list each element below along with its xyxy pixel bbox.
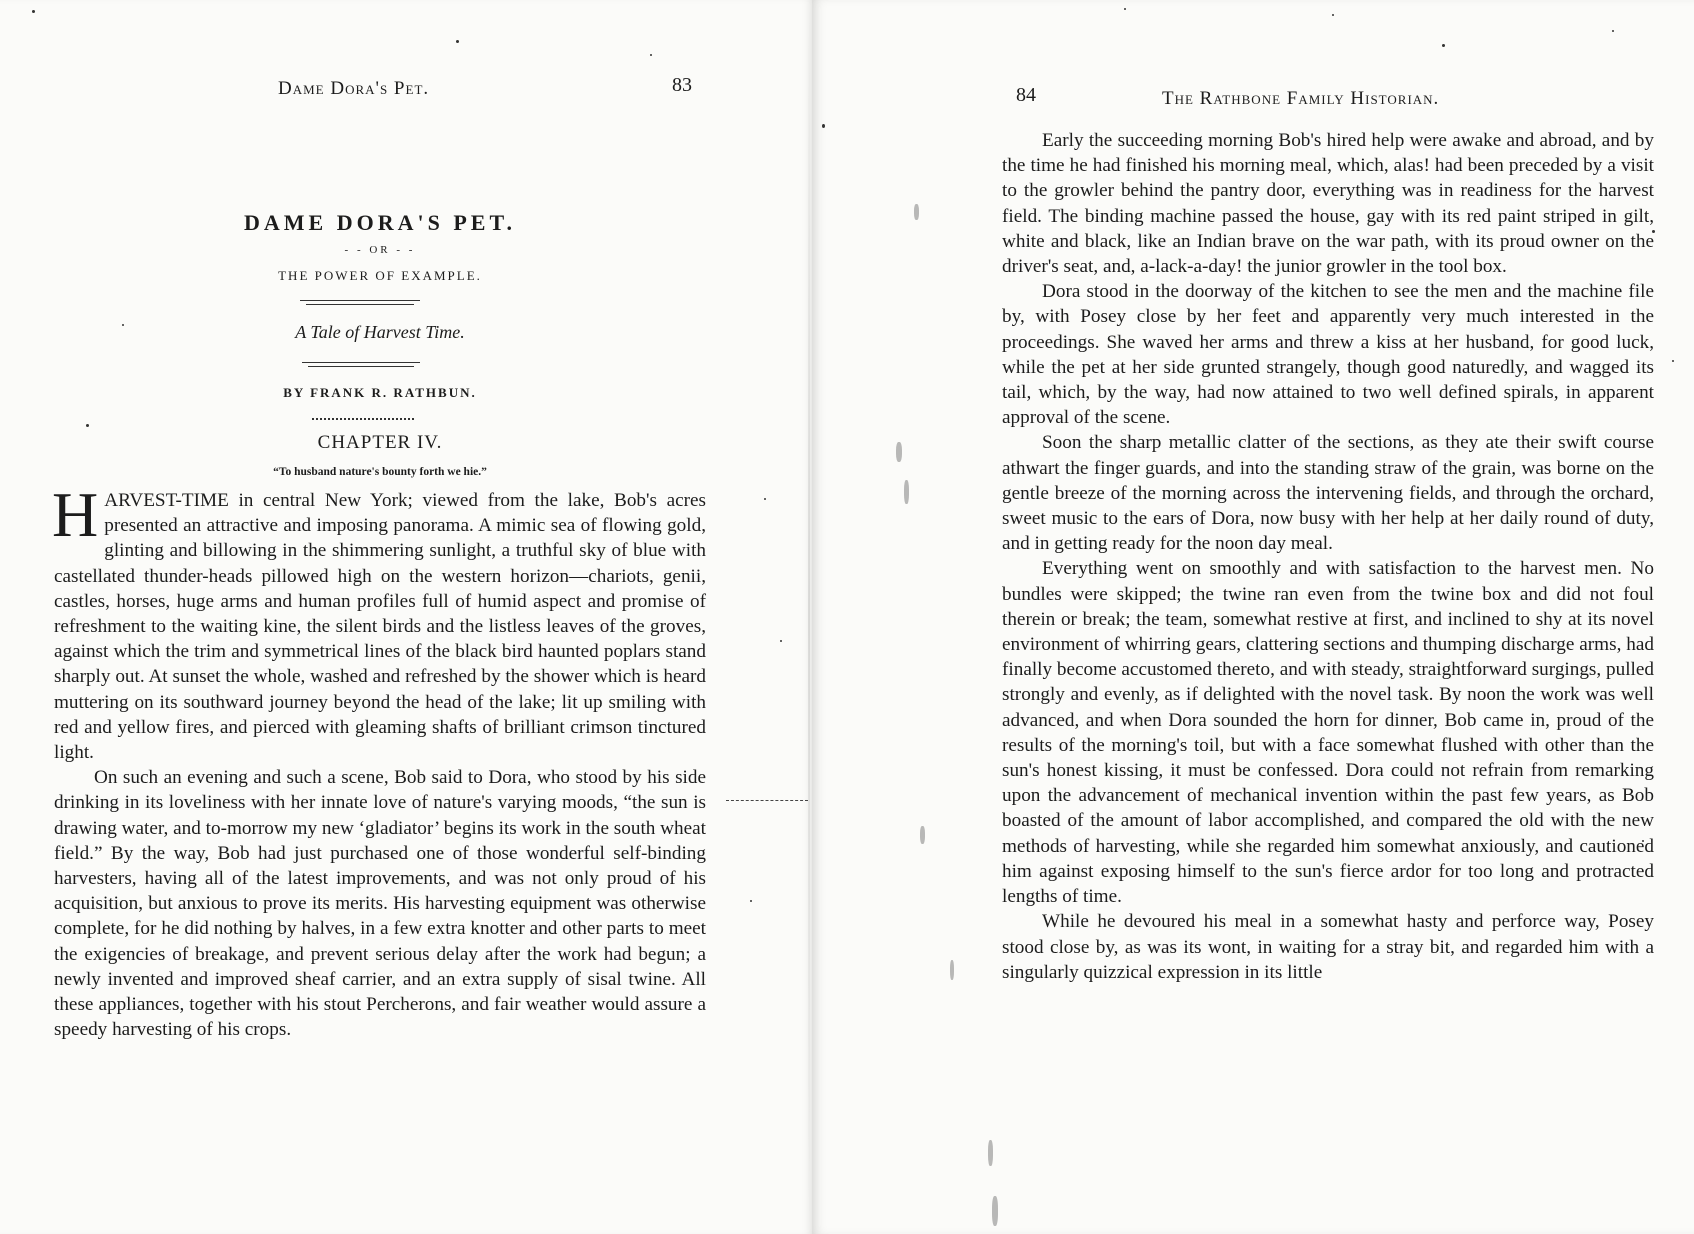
paper-smudge [904,480,909,504]
running-head-left: Dame Dora's Pet. [278,78,430,99]
drop-cap: H [52,479,99,550]
paper-smudge [992,1196,998,1226]
paragraph [52,479,706,765]
margin-mark [726,800,808,801]
paragraph: Soon the sharp metallic clatter of the sections, as they ate their swift course athwart the finger guards, and into the standing straw of the grain, was borne on the gentle breeze of the morning across the intervening fields, and through the orchard, sweet music to the ears of Dora, now busy with her help at her daily round of duty, and in getting ready for the noon day meal. [1002,432,1654,555]
paper-speck [764,498,766,500]
paper-speck [1124,8,1126,10]
paragraph: On such an evening and such a scene, Bob said to Dora, who stood by his side drinking in its loveliness with her innate love of nature's varying moods, “the sun is drawing water, and to-morrow my new ‘gladiator’ begins its work in the south wheat field.” By the way, Bob had just purchased one of those wonderful self-binding harvesters, having all of the latest improvements, and was not only proud of his acquisition, but anxious to prove its merits. His harvesting equipment was otherwise complete, for he did nothing by halves, in a few extra knotter and other parts to meet the exigencies of breakage, and prevent serious delay after the work had begun; a newly invented and improved sheaf carrier, and an extra supply of sisal twine. All these appliances, together with his stout Percherons, and fair weather would assure a speedy harvesting of his crops. [54,767,706,1041]
paper-speck [1612,30,1614,32]
left-page [0,0,812,1234]
paper-smudge [914,204,919,220]
paragraph: Early the succeeding morning Bob's hired help were awake and abroad, and by the time he had finished his morning meal, which, alas! had been preceded by a visit to the growler behind the pantry door, everything was in readiness for the harvest field. The binding machine passed the house, gay with its red paint striped in gilt, white and black, like an Indian brave on the war path, with its proud owner on the driver's seat, and, a-lack-a-day! the junior growler in the tool box. [1002,130,1654,278]
paper-speck [1332,14,1334,16]
ornament-divider [300,300,420,301]
paragraph-text: ARVEST-TIME in central New York; viewed from the lake, Bob's acres presented an attractive and imposing panorama. A mimic sea of flowing gold, glinting and billowing in the shimmering sunlight, a truthful sky of blue with castellated thunder-heads pillowed high on the western horizon—chariots, genii, castles, horses, huge arms and human profiles full of humid aspect and promise of refreshment to the waiting kine, the silent birds and the listless leaves of the groves, against which the trim and symmetrical lines of the black bird haunted poplars stand sharply out. At sunset the whole, washed and refreshed by the shower which is heard muttering on its southward journey beyond the head of the lake; lit up smiling with red and yellow fires, and pierced with gleaming shafts of brilliant crimson tinctured light. [54,490,706,764]
paper-speck [780,640,782,642]
page-gutter [808,0,810,1234]
paper-smudge [950,960,954,980]
tale-line: A Tale of Harvest Time. [295,322,465,342]
epigraph: “To husband nature's bounty forth we hie.” [273,466,487,478]
paragraph: Dora stood in the doorway of the kitchen to see the men and the machine file by, with Posey close by her feet and apparently very much interested in the proceedings. She waved her arms and threw a kiss at her husband, for good luck, while the pet at her side grunted strangely, though good naturedly, and wagged its tail, which, by the way, had now attained to two well defined spirals, in apparent approval of the scene. [1002,281,1654,429]
story-title: DAME DORA'S PET. [244,210,516,235]
left-body-text [52,479,706,1042]
running-head-right: The Rathbone Family Historian. [1162,88,1440,109]
paper-speck [122,324,124,326]
page-number-right: 84 [1016,84,1036,106]
paper-speck [86,424,89,427]
ornament-divider [312,418,414,420]
paper-smudge [920,826,925,844]
paper-speck [1442,44,1445,47]
story-subtitle: THE POWER OF EXAMPLE. [278,268,482,283]
page-number-left: 83 [672,74,692,96]
paragraph: While he devoured his meal in a somewhat hasty and perforce way, Posey stood close by, as was its wont, in waiting for a stray bit, and regarded him with a singularly quizzical expression in its little [1002,911,1654,983]
paper-speck [650,54,652,56]
paper-smudge [988,1140,993,1166]
ornament-divider [302,362,420,363]
right-body-text [1002,128,1654,985]
chapter-heading: CHAPTER IV. [317,432,443,453]
paper-speck [456,40,459,43]
paper-smudge [896,442,902,462]
paragraph: Everything went on smoothly and with satisfaction to the harvest men. No bundles were skipped; the twine ran even from the twine box and did not foul therein or break; the team, somewhat restive at first, and inclined to shy at its novel environment of whirring gears, clattering sections and thumping discharge arms, had finally become accustomed thereto, and with steady, straightforward surgings, pulled strongly and evenly, as if delighted with the novel task. By noon the work was well advanced, and when Dora sounded the horn for dinner, Bob came in, proud of the results of the morning's toil, but with a face somewhat flushed with other than the sun's honest kissing, it must be confessed. Dora could not refrain from remarking upon the advancement of mechanical invention within the past few years, as Bob boasted of the amount of labor accomplished, and compared the old with the new methods of harvesting, while she regarded him somewhat anxiously, and cautioned him against exposing himself to the sun's fierce ardor for too long and protracted lengths of time. [1002,558,1654,908]
paper-speck [1672,360,1674,362]
paper-speck [822,124,825,128]
paper-speck [750,900,752,902]
byline: BY FRANK R. RATHBUN. [283,385,477,400]
paper-speck [32,10,35,13]
or-line: - - OR - - [344,244,416,256]
